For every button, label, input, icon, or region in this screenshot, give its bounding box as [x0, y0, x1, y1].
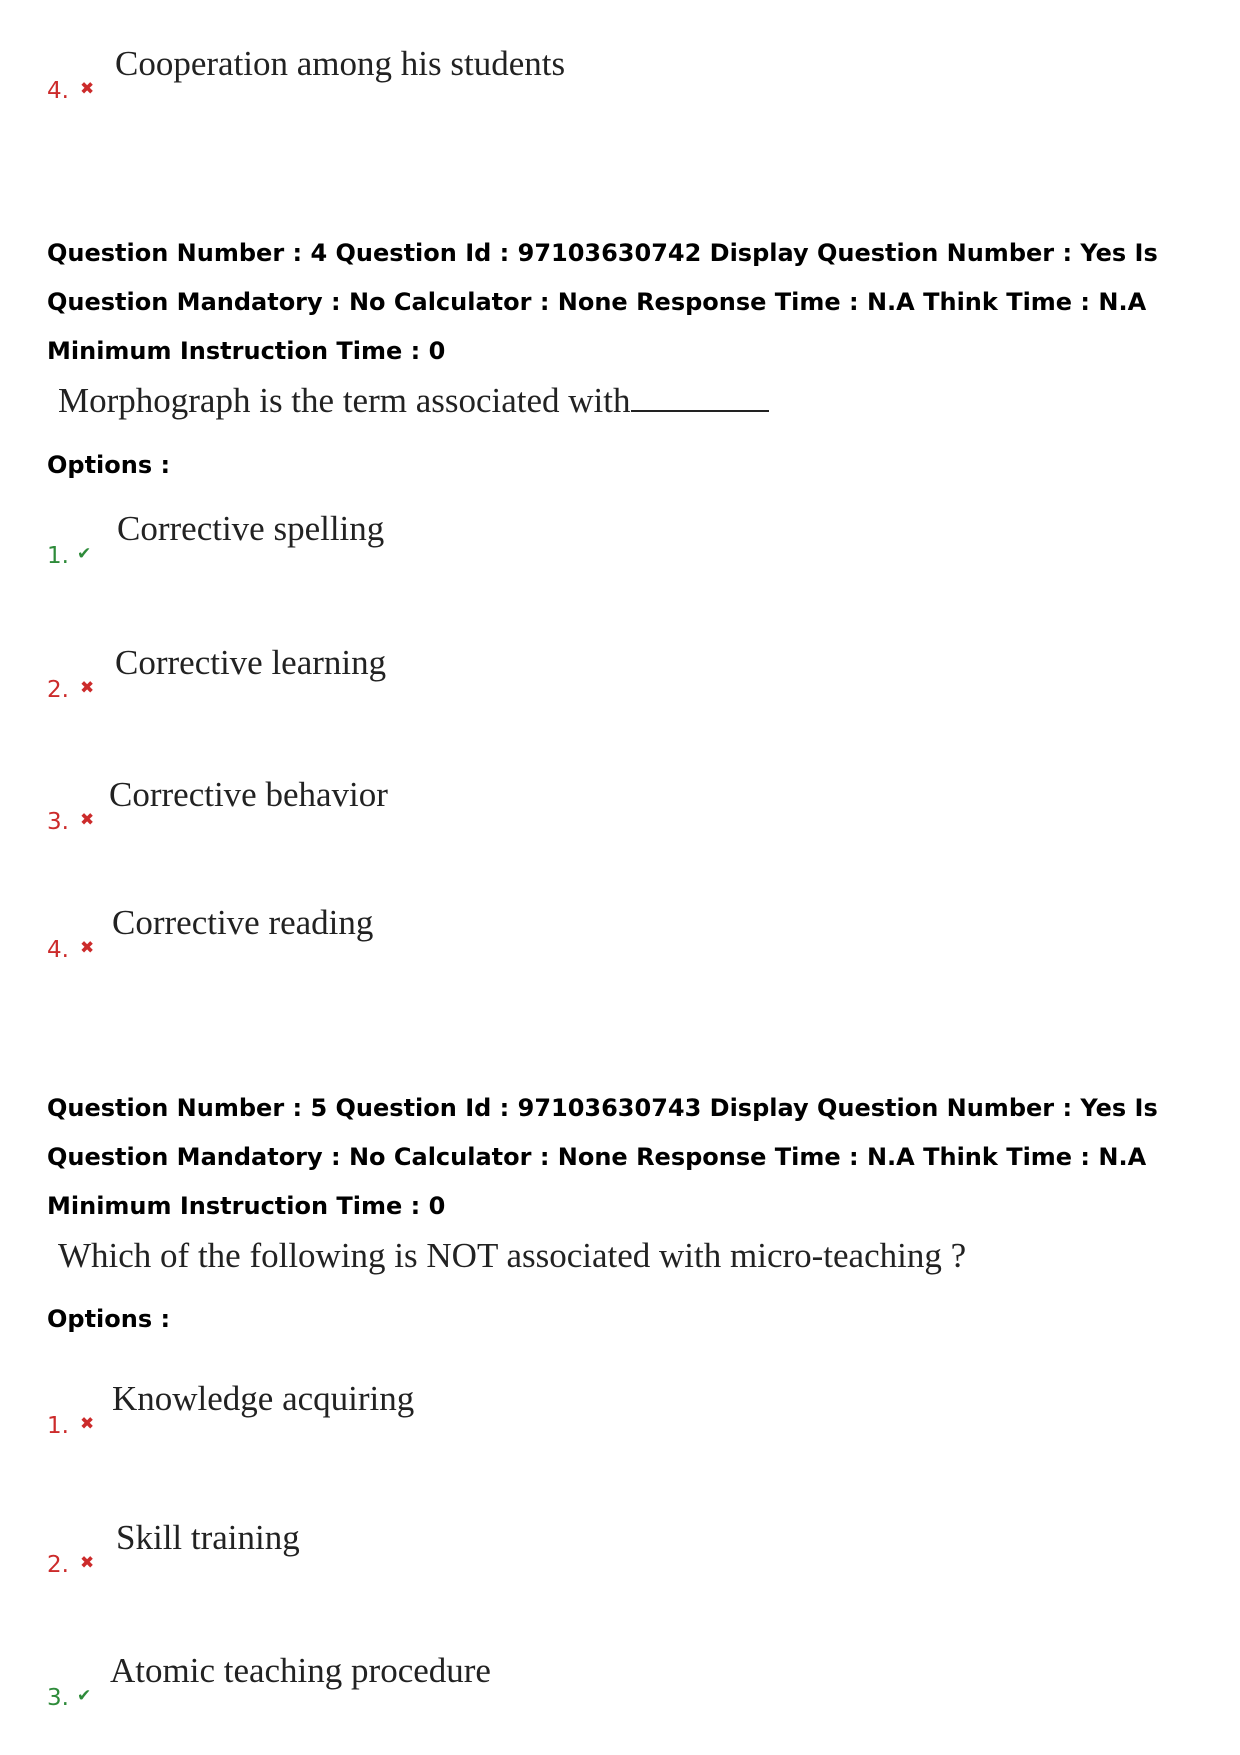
option-text: Knowledge acquiring	[112, 1379, 415, 1418]
option-number: 4.	[47, 937, 69, 963]
option-text: Corrective reading	[112, 903, 374, 942]
option-row	[47, 509, 947, 569]
question-text: Which of the following is NOT associated with micro-teaching ?	[58, 1236, 967, 1275]
option-number: 4.	[47, 78, 69, 104]
options-label: Options :	[47, 451, 171, 479]
cross-icon: ✖	[80, 678, 95, 698]
option-text: Cooperation among his students	[115, 44, 566, 83]
option-number: 1.	[47, 1413, 69, 1439]
option-row	[47, 775, 947, 835]
option-text: Skill training	[116, 1518, 300, 1557]
option-text: Corrective behavior	[109, 775, 388, 814]
options-label: Options :	[47, 1305, 171, 1333]
option-number: 3.	[47, 809, 69, 835]
check-icon: ✔	[77, 544, 92, 564]
option-row	[47, 1379, 947, 1439]
option-row	[47, 903, 947, 963]
question-meta: Question Number : 5 Question Id : 97103630743 Display Question Number : Yes Is Question Mandatory : No Calculator : None Response Time : N.A Think Time : N.A Minimum Instruction Time : 0	[47, 1094, 1158, 1220]
cross-icon: ✖	[80, 938, 95, 958]
cross-icon: ✖	[80, 1553, 95, 1573]
option-number: 3.	[47, 1685, 69, 1711]
option-text: Corrective learning	[115, 643, 387, 682]
option-text: Corrective spelling	[117, 509, 385, 548]
question-text-content: Morphograph is the term associated with	[58, 381, 631, 420]
option-text: Atomic teaching procedure	[110, 1651, 491, 1690]
answer-blank	[631, 380, 769, 412]
option-number: 2.	[47, 677, 69, 703]
option-row	[47, 1518, 947, 1578]
question-text	[58, 380, 769, 421]
option-number: 2.	[47, 1552, 69, 1578]
question-meta: Question Number : 4 Question Id : 97103630742 Display Question Number : Yes Is Question Mandatory : No Calculator : None Response Time : N.A Think Time : N.A Minimum Instruction Time : 0	[47, 239, 1158, 365]
option-row	[47, 1651, 947, 1711]
cross-icon: ✖	[80, 1414, 95, 1434]
option-number: 1.	[47, 543, 69, 569]
option-row	[47, 44, 947, 104]
cross-icon: ✖	[80, 79, 95, 99]
option-row	[47, 643, 947, 703]
check-icon: ✔	[77, 1686, 92, 1706]
cross-icon: ✖	[80, 810, 95, 830]
